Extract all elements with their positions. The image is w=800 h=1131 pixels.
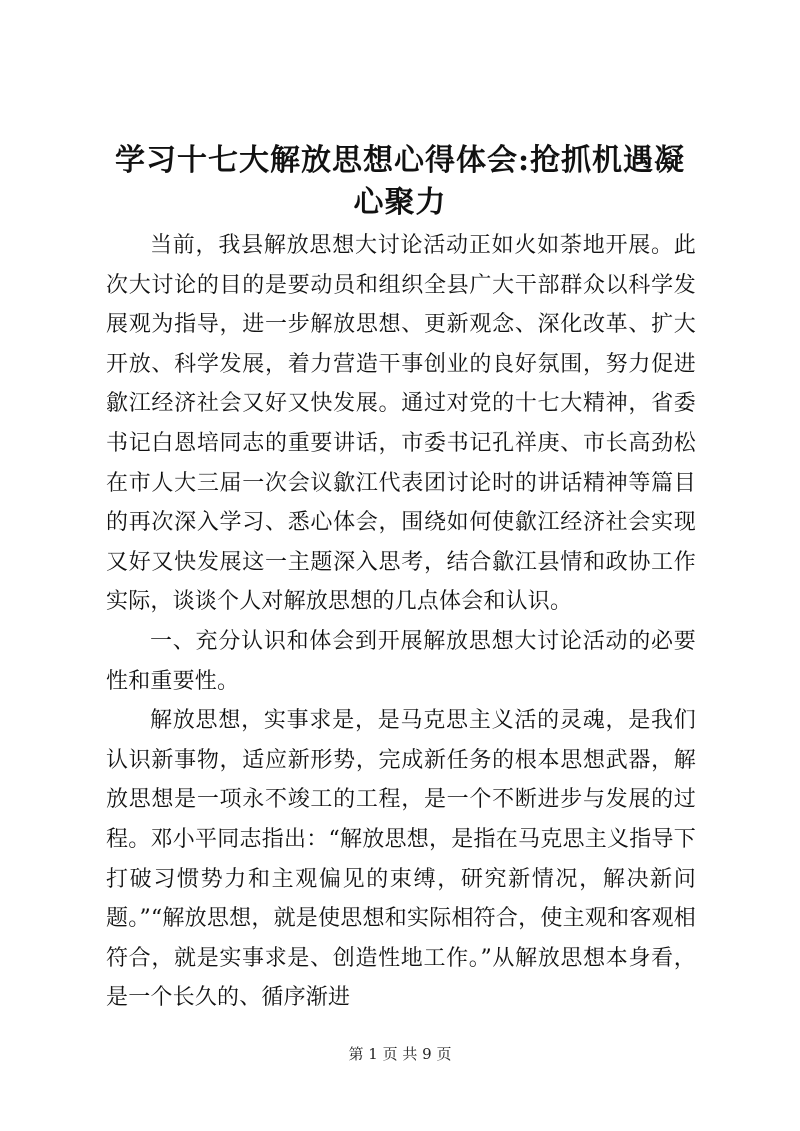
paragraph-emancipation: 解放思想，实事求是，是马克思主义活的灵魂，是我们认识新事物，适应新形势，完成新任务的根本思想武器，解放思想是一项永不竣工的工程，是一个不断进步与发展的过程。邓小平同志指出：“解放思想，是指在马克思主义指导下打破习惯势力和主观偏见的束缚，研究新情况，解决新问题。”“解放思想，就是使思想和实际相符合，使主观和客观相符合，就是实事求是、创造性地工作。”从解放思想本身看，是一个长久的、循序渐进 xyxy=(106,708,696,1011)
document-body xyxy=(106,226,696,1018)
page-footer: 第 1 页 共 9 页 xyxy=(348,1045,452,1063)
paragraph-intro: 当前，我县解放思想大讨论活动正如火如荼地开展。此次大讨论的目的是要动员和组织全县广大干部群众以科学发展观为指导，进一步解放思想、更新观念、深化改革、扩大开放、科学发展，着力营造干事创业的良好氛围，努力促进歙江经济社会又好又快发展。通过对党的十七大精神，省委书记白恩培同志的重要讲话，市委书记孔祥庚、市长高劲松在市人大三届一次会议歙江代表团讨论时的讲话精神等篇目的再次深入学习、悉心体会，围绕如何使歙江经济社会实现又好又快发展这一主题深入思考，结合歙江县情和政协工作实际，谈谈个人对解放思想的几点体会和认识。 xyxy=(106,233,696,615)
document-title: 学习十七大解放思想心得体会:抢抓机遇凝心聚力 xyxy=(114,143,686,220)
paragraph-section-heading: 一、充分认识和体会到开展解放思想大讨论活动的必要性和重要性。 xyxy=(106,628,696,694)
